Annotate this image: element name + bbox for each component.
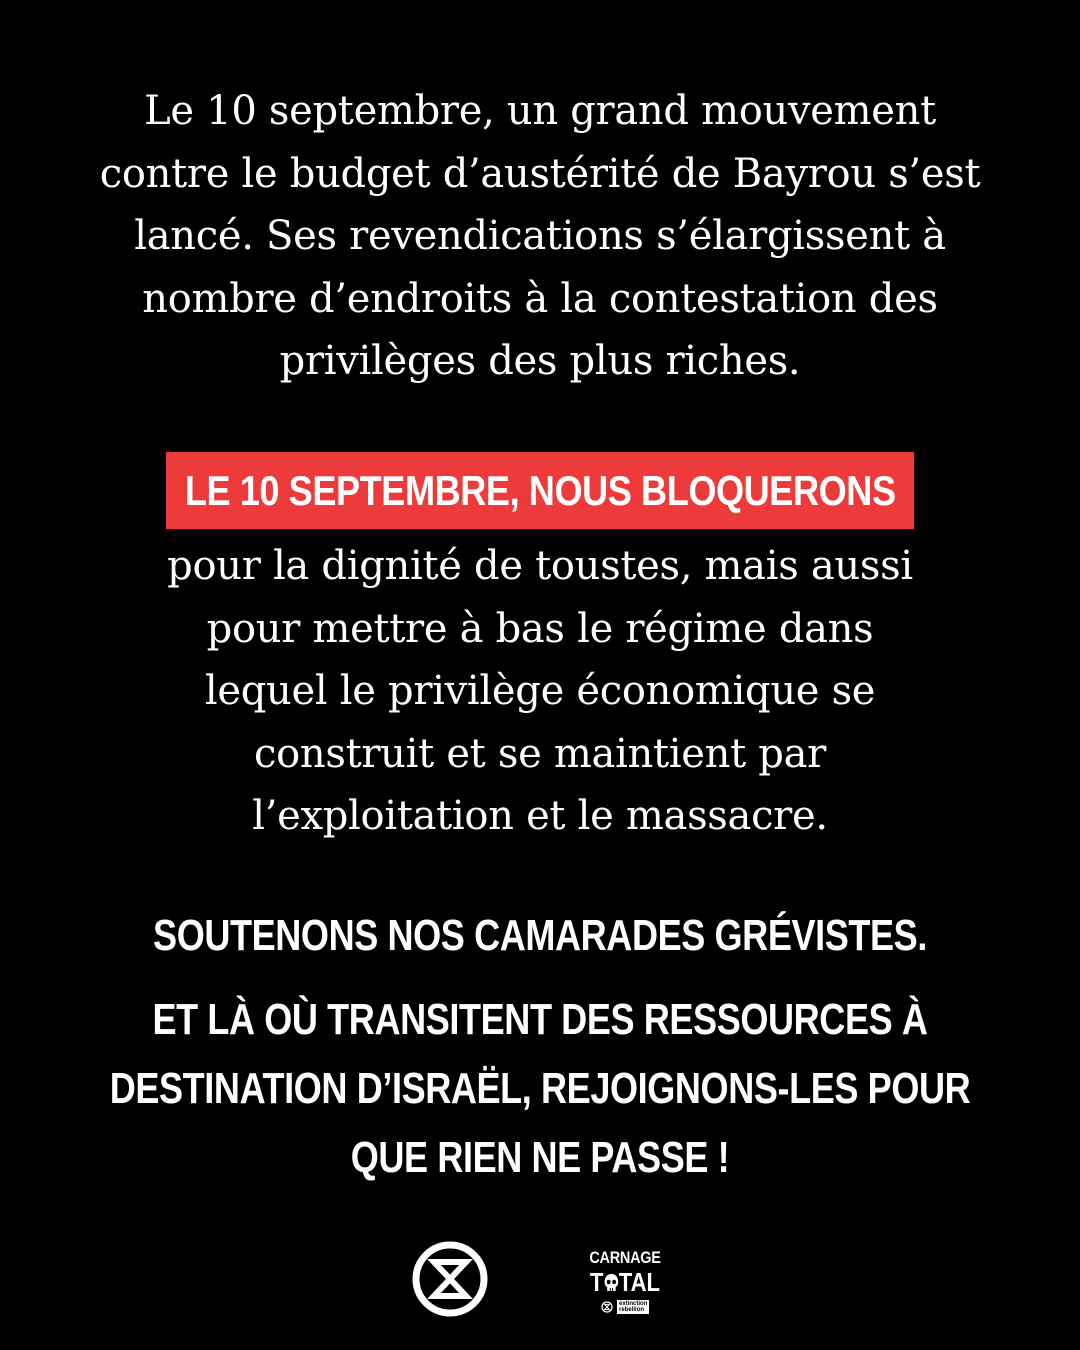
- intro-line: nombre d’endroits à la contestation des: [142, 275, 938, 322]
- slogan-block-israel: [0, 985, 1080, 1192]
- sub-text-line: extinction: [619, 1300, 648, 1307]
- intro-line: privilèges des plus riches.: [279, 338, 801, 384]
- carnage-logo-subline: [575, 1298, 675, 1312]
- intro-line: lancé. Ses revendications s’élargissent à: [134, 213, 946, 259]
- intro-line: contre le budget d’austérité de Bayrou s’est: [99, 150, 981, 197]
- intro-paragraph: [40, 80, 1040, 393]
- extinction-rebellion-hourglass-icon: [411, 1240, 489, 1318]
- slogan-line: DESTINATION D’ISRAËL, REJOIGNONS-LES POUR: [109, 1064, 971, 1113]
- body-paragraph: [40, 535, 1040, 848]
- slogan-line: QUE RIEN NE PASSE !: [350, 1133, 730, 1182]
- sub-text-line: rebellion: [619, 1306, 645, 1313]
- body-line: construit et se maintient par: [254, 730, 826, 777]
- body-line: pour mettre à bas le régime dans: [206, 605, 874, 652]
- slogan-line: SOUTENONS NOS CAMARADES GRÉVISTES.: [153, 911, 927, 960]
- headline-banner-container: [0, 452, 1080, 529]
- body-line: pour la dignité de toustes, mais aussi: [167, 543, 913, 589]
- carnage-logo-subtext: [617, 1300, 649, 1314]
- carnage-total-logo: [575, 1248, 675, 1312]
- body-line: l’exploitation et le massacre.: [252, 793, 828, 839]
- mini-hourglass-icon: [601, 1301, 613, 1313]
- carnage-logo-bottom: [583, 1268, 668, 1296]
- carnage-logo-t: T: [589, 1267, 604, 1297]
- slogan-support-strikers: [0, 905, 1080, 967]
- slogan-line: ET LÀ OÙ TRANSITENT DES RESSOURCES À: [152, 995, 928, 1044]
- carnage-logo-top: CARNAGE: [589, 1248, 661, 1267]
- carnage-logo-tal: TAL: [618, 1267, 661, 1297]
- headline-banner: LE 10 SEPTEMBRE, NOUS BLOQUERONS: [166, 452, 915, 529]
- body-line: lequel le privilège économique se: [204, 668, 876, 714]
- skull-icon: [603, 1273, 618, 1293]
- intro-line: Le 10 septembre, un grand mouvement: [144, 88, 936, 134]
